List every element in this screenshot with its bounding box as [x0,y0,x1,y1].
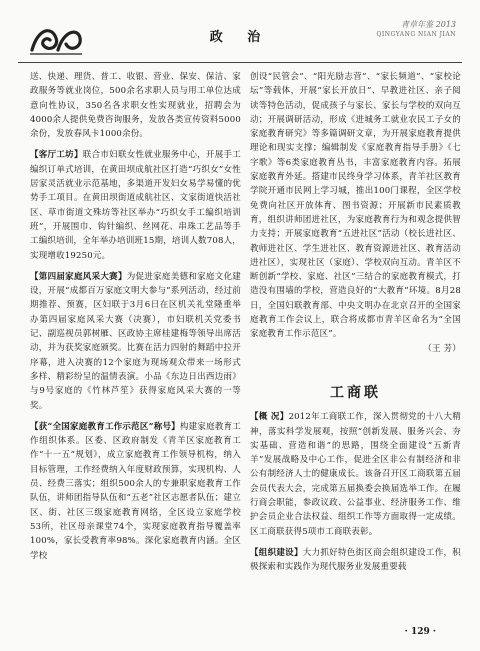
yearbook-brand [377,20,456,40]
paragraph-heading: 【概 况】 [250,412,289,423]
paragraph-heading: 【客厅工坊】 [30,150,83,161]
paragraph [250,70,461,342]
paragraph-text: 2012年工商联工作，深入贯彻党的十八大精神，落实科学发展观，按照“创新发展、服务兴会、夯实基础、营造和谐”的思路，围绕全面建设“五新青羊”发展战略及中心工作，促进全区非公有制经济和非公有制经济人士的健康成长。该备召开区工商联第五届会员代表大会，完成第五届换委会换届选举工作。在履行商会职能，参政议政、公益事业、经济服务工作、维护会员企业合法权益、组织工作等方面取得一定成绩。区工商联获得5项市工商联表彰。 [250,412,461,537]
paragraph-overview [250,410,461,539]
paragraph-heading: 【第四届家庭风采大赛】 [30,271,127,282]
paragraph-text: 联合市妇联女性就业服务中心，开展手工编织订单式培训，在黄田坝成航社区打造“巧织女”女性居家灵活就业示范基地，多渠道开发妇女易学易懂的优势手工项目。在黄田坝街道成航社区、文家街道快活社区、草市街道文殊坊等社区举办“巧织女手工编织培训班”，开展围巾、钩针编织、丝网花、串珠工艺品等手工编织培训，全年举办培训班15期，培训人数708人，实现增收19250元。 [30,150,241,261]
paragraph-text: 送、快递、理货、普工、收银、营业、保安、保洁、家政服务等就业岗位，500余名求职人员与用工单位达成意向性协议，350名各求职女性实现就业，招聘会为4000余人提供免费咨询服务，发放各类宣传资料5000余份，发放春风卡1000余份。 [30,72,241,140]
brand-name-cn: 青草年鉴 2013 [401,20,456,29]
paragraph-heading: 【组织建设】 [250,547,303,558]
paragraph [30,70,241,141]
paragraph-heading: 【获“全国家庭教育工作示范区”称号】 [30,421,180,432]
header-rule [18,62,462,63]
organization-title: 工商联 [330,384,381,401]
author-signature: （王 芳） [423,343,461,354]
page-header [18,18,462,62]
paragraph-text: 大力抓好特色街区商会组织建设工作，积极探索和实践作为现代服务业发展重要载 [250,547,461,573]
paragraph-organization [250,546,461,575]
paragraph-text: 创设“民管会”、“阳光励志营”、“家长频道”、“家校论坛”等载体，开展“家长开放日”、早教进社区、亲子阅读等特色活动，促成孩子与家长、家长与学校的双向互动；开展调研活动，形成《进城务工就业农民工子女的家庭教育研究》等多篇调研文章，为开展家庭教育提供理论和现实支撑；编辑制发《家庭教育指导手册》《七字歌》等6类家庭教育丛书，丰富家庭教育内容。拓展家庭教育外延。搭建市民终身学习体系，青羊社区教育学院开通市民网上学习城，推出100门课程，全区学校免费向社区开放体育、图书资源；开展新市民素质教育，组织讲师团进社区，为家庭教育行为和观念提供智力支持；开展家庭教育“五进社区”活动（校长进社区、教师进社区、学生进社区、教育资源进社区、教育活动进社区），实现社区（家庭）、学校双向互动。青羊区不断创新“学校、家庭、社区”三结合的家庭教育模式，打造没有围墙的学校，营造良好的“大教育”环境。8月28日，全国妇联教育部、中央文明办在北京召开的全国家庭教育工作会议上，联合将成都市青羊区命名为“全国家庭教育工作示范区”。 [250,72,461,340]
section-title: 政 治 [209,30,271,45]
paragraph-national-award [30,420,241,563]
paragraph-text: 为促进家庭美德和家庭文化建设，开展“成都百万家庭文明大参与”系列活动，经过前期推荐、预赛，区妇联于3月6日在区机关礼堂隆重举办第四届家庭风采大赛（决赛），市妇联机关党委书记、副巡视员郭树雁、区政协主席桂建梅等领导出席活动，并为获奖家庭颁奖。比赛在活力四射的舞蹈中拉开序幕，进入决赛的12个家庭为现场观众带来一场形式多样、精彩纷呈的温情表演。小品《东边日出西边雨》与9号家庭的《竹林芦笙》获得家庭风采大赛的一等奖。 [30,271,241,411]
page-number: · 129 · [404,627,436,637]
paragraph-text: 构建家庭教育工作组织体系。区委、区政府制发《青羊区家庭教育工作“十一五”规划》，成立家庭教育工作领导机构，纳入目标管理，工作经费纳入年度财政预算，实现机构、人员、经费三落实；组织500余人的专兼职家庭教育工作队伍，讲师团指导队伍和“五老”社区志愿者队伍；建立区、街、社区三级家庭教育网络，全区设立家庭学校53所，社区母亲课堂74个，实现家庭教育指导覆盖率100%，家长受教育率98%。深化家庭教育内涵。全区学校 [30,421,241,561]
paragraph-living-room-workshop [30,148,241,262]
left-column [30,70,241,563]
right-column [250,70,461,575]
paragraph-family-contest [30,270,241,413]
brand-name-en: QINGYANG NIAN JIAN [376,31,456,38]
